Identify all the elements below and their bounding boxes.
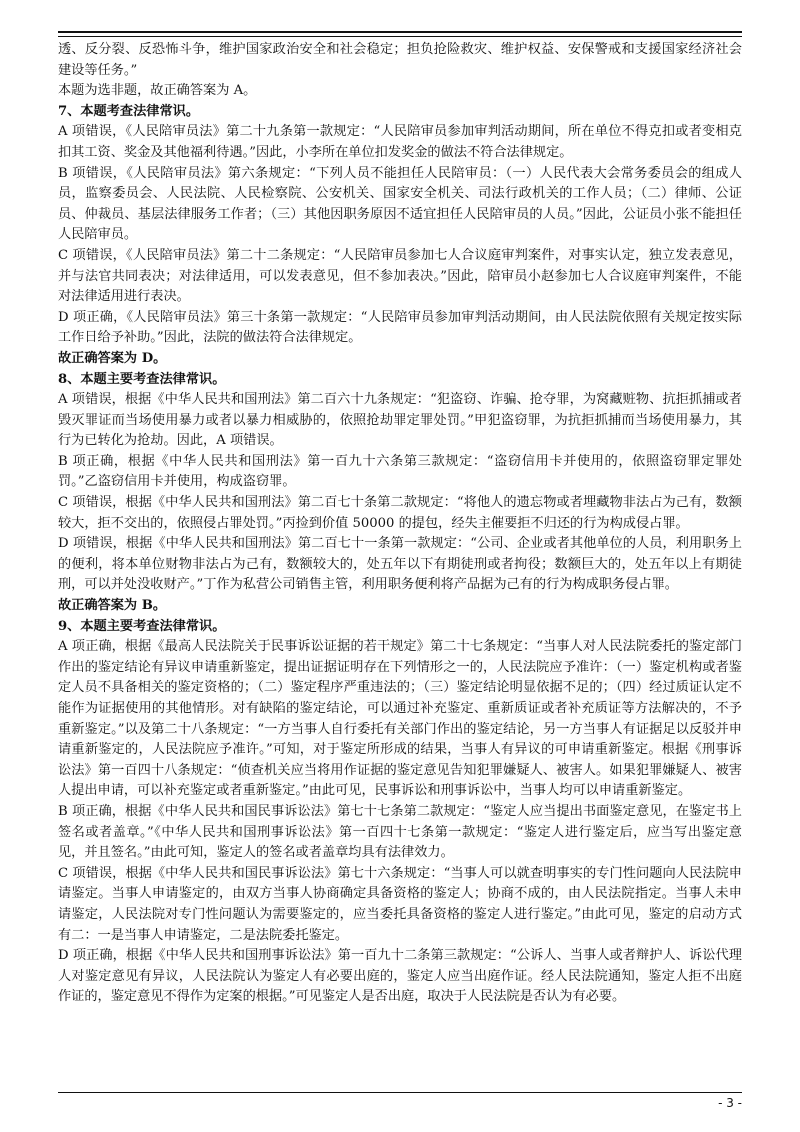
paragraph: B 项正确，根据《中华人民共和国刑法》第一百九十六条第三款规定：“盗窃信用卡并使用的，依照盗窃罪定罪处罚。”乙盗窃信用卡并使用，构成盗窃罪。 [58, 453, 742, 490]
paragraph: C 项错误，《人民陪审员法》第二十二条规定：“人民陪审员参加七人合议庭审判案件，对事实认定，独立发表意见，并与法官共同表决；对法律适用，可以发表意见，但不参加表决。”因此，陪审员小赵参加七人合议庭审判案件，不能对法律适用进行表决。 [58, 247, 742, 305]
paragraph: C 项错误，根据《中华人民共和国民事诉讼法》第七十六条规定：“当事人可以就查明事实的专门性问题向人民法院申请鉴定。当事人申请鉴定的，由双方当事人协商确定具备资格的鉴定人；协商不成的，由人民法院指定。当事人未申请鉴定，人民法院对专门性问题认为需要鉴定的，应当委托具备资格的鉴定人进行鉴定。”由此可见，鉴定的启动方式有二：一是当事人申请鉴定，二是法院委托鉴定。 [58, 865, 742, 943]
paragraph: D 项正确，《人民陪审员法》第三十条第一款规定：“人民陪审员参加审判活动期间，由人民法院依照有关规定按实际工作日给予补助。”因此，法院的做法符合法律规定。 [58, 309, 742, 346]
paragraph: B 项错误，《人民陪审员法》第六条规定：“下列人员不能担任人民陪审员：（一）人民代表大会常务委员会的组成人员，监察委员会、人民法院、人民检察院、公安机关、国家安全机关、司法行政机关的工作人员；（二）律师、公证员、仲裁员、基层法律服务工作者；（三）其他因职务原因不适宜担任人民陪审员的人员。”因此，公证员小张不能担任人民陪审员。 [58, 165, 742, 243]
header-rule-thin [58, 36, 742, 37]
paragraph-answer-6: 本题为选非题，故正确答案为 A。 [58, 83, 257, 99]
paragraph: C 项错误，根据《中华人民共和国刑法》第二百七十条第二款规定：“将他人的遗忘物或者埋藏物非法占为己有，数额较大，拒不交出的，依照侵占罪处罚。”丙捡到价值 50000 的提包，经失主催要拒不归还的行为构成侵占罪。 [58, 495, 742, 531]
paragraph: D 项错误，根据《中华人民共和国刑法》第二百七十一条第一款规定：“公司、企业或者其他单位的人员，利用职务上的便利，将本单位财物非法占为己有，数额较大的，处五年以下有期徒刑或者拘役；数额巨大的，处五年以上有期徒刑，可以并处没收财产。”丁作为私营公司销售主管，利用职务便利将产品据为己有的行为构成职务侵占罪。 [58, 536, 742, 593]
page-number: - 3 - [718, 1096, 742, 1110]
question-7-heading: 7、本题考查法律常识。 [58, 103, 200, 119]
answer-7: 故正确答案为 D。 [58, 350, 167, 366]
question-9-heading: 9、本题主要考查法律常识。 [58, 618, 226, 634]
paragraph: D 项正确，根据《中华人民共和国刑事诉讼法》第一百九十二条第三款规定：“公诉人、当事人或者辩护人、诉讼代理人对鉴定意见有异议，人民法院认为鉴定人有必要出庭的，鉴定人应当出庭作证。经人民法院通知，鉴定人拒不出庭作证的，鉴定意见不得作为定案的根据。”可见鉴定人是否出庭，取决于人民法院是否认为有必要。 [58, 948, 742, 1005]
answer-8: 故正确答案为 B。 [58, 598, 167, 614]
paragraph: A 项正确，根据《最高人民法院关于民事诉讼证据的若干规定》第二十七条规定：“当事人对人民法院委托的鉴定部门作出的鉴定结论有异议申请重新鉴定，提出证据证明存在下列情形之一的，人民法院应予准许：（一）鉴定机构或者鉴定人员不具备相关的鉴定资格的；（二）鉴定程序严重违法的；（三）鉴定结论明显依据不足的；（四）经过质证认定不能作为证据使用的其他情形。对有缺陷的鉴定结论，可以通过补充鉴定、重新质证或者补充质证等方法解决的，不予重新鉴定。”以及第二十八条规定：“一方当事人自行委托有关部门作出的鉴定结论，另一方当事人有证据足以反驳并申请重新鉴定的，人民法院应予准许。”可知，对于鉴定所形成的结果，当事人有异议的可申请重新鉴定。根据《刑事诉讼法》第一百四十八条规定：“侦查机关应当将用作证据的鉴定意见告知犯罪嫌疑人、被害人。如果犯罪嫌疑人、被害人提出申请，可以补充鉴定或者重新鉴定。”由此可见，民事诉讼和刑事诉讼中，当事人均可以申请重新鉴定。 [58, 639, 742, 799]
header-rule [58, 31, 742, 33]
paragraph: B 项正确，根据《中华人民共和国民事诉讼法》第七十七条第二款规定：“鉴定人应当提出书面鉴定意见，在鉴定书上签名或者盖章。”《中华人民共和国刑事诉讼法》第一百四十七条第一款规定：“鉴定人进行鉴定后，应当写出鉴定意见，并且签名。”由此可知，鉴定人的签名或者盖章均具有法律效力。 [58, 803, 742, 861]
question-8-heading: 8、本题主要考查法律常识。 [58, 371, 226, 387]
paragraph: A 项错误，《人民陪审员法》第二十九条第一款规定：“人民陪审员参加审判活动期间，所在单位不得克扣或者变相克扣其工资、奖金及其他福利待遇。”因此，小李所在单位扣发奖金的做法不符合法律规定。 [58, 124, 742, 160]
paragraph: 透、反分裂、反恐怖斗争，维护国家政治安全和社会稳定；担负抢险救灾、维护权益、安保警戒和支援国家经济社会建设等任务。” [58, 42, 742, 78]
paragraph: A 项错误，根据《中华人民共和国刑法》第二百六十九条规定：“犯盗窃、诈骗、抢夺罪，为窝藏赃物、抗拒抓捕或者毁灭罪证而当场使用暴力或者以暴力相威胁的，依照抢劫罪定罪处罚。”甲犯盗窃罪，为抗拒抓捕而当场使用暴力，其行为已转化为抢劫。因此，A 项错误。 [58, 392, 742, 449]
page-body [58, 40, 742, 1008]
footer-rule [58, 1092, 742, 1093]
